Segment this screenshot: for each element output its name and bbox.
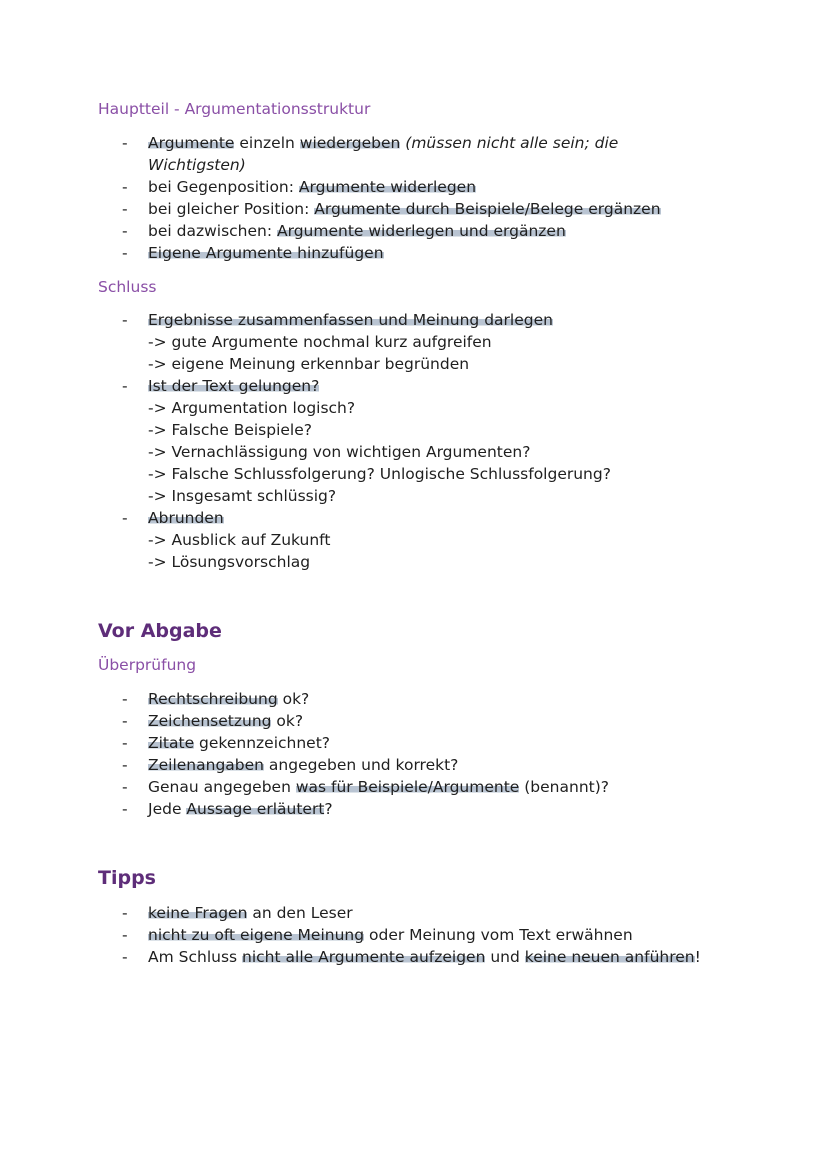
sub-item: -> eigene Meinung erkennbar begründen: [148, 355, 470, 373]
list-item: - keine Fragen an den Leser: [122, 904, 353, 922]
sub-item: -> Ausblick auf Zukunft: [148, 531, 331, 549]
subsection-heading-ueberpruefung: Überprüfung: [98, 656, 197, 674]
list-item: - bei dazwischen: Argumente widerlegen und ergänzen: [122, 222, 566, 240]
list-item-continuation: Wichtigsten): [148, 156, 246, 174]
sub-item: -> Lösungsvorschlag: [148, 553, 311, 571]
list-item: - Ergebnisse zusammenfassen und Meinung darlegen: [122, 311, 553, 329]
list-item: - Am Schluss nicht alle Argumente aufzeigen und keine neuen anführen!: [122, 948, 701, 966]
sub-item: -> Falsche Schlussfolgerung? Unlogische Schlussfolgerung?: [148, 465, 611, 483]
list-item: - Abrunden: [122, 509, 224, 527]
section-heading-tipps: Tipps: [98, 867, 156, 889]
section-heading-schluss: Schluss: [98, 278, 157, 296]
list-item: - Zitate gekennzeichnet?: [122, 734, 331, 752]
list-item: - bei Gegenposition: Argumente widerlegen: [122, 178, 477, 196]
list-item: - bei gleicher Position: Argumente durch Beispiele/Belege ergänzen: [122, 200, 661, 218]
section-heading-hauptteil: Hauptteil - Argumentationsstruktur: [98, 100, 371, 118]
sub-item: -> Falsche Beispiele?: [148, 421, 312, 439]
sub-item: -> Insgesamt schlüssig?: [148, 487, 337, 505]
list-item: - nicht zu oft eigene Meinung oder Meinung vom Text erwähnen: [122, 926, 633, 944]
list-item: - Ist der Text gelungen?: [122, 377, 320, 395]
list-item: - Jede Aussage erläutert?: [122, 800, 333, 818]
sub-item: -> Vernachlässigung von wichtigen Argumenten?: [148, 443, 531, 461]
list-item: - Eigene Argumente hinzufügen: [122, 244, 384, 262]
sub-item: -> gute Argumente nochmal kurz aufgreifen: [148, 333, 492, 351]
list-item: - Argumente einzeln wiedergeben (müssen nicht alle sein; die: [122, 134, 619, 152]
list-item: - Genau angegeben was für Beispiele/Argumente (benannt)?: [122, 778, 609, 796]
list-item: - Zeilenangaben angegeben und korrekt?: [122, 756, 459, 774]
list-item: - Rechtschreibung ok?: [122, 690, 310, 708]
sub-item: -> Argumentation logisch?: [148, 399, 356, 417]
section-heading-vor-abgabe: Vor Abgabe: [98, 620, 222, 642]
list-item: - Zeichensetzung ok?: [122, 712, 304, 730]
